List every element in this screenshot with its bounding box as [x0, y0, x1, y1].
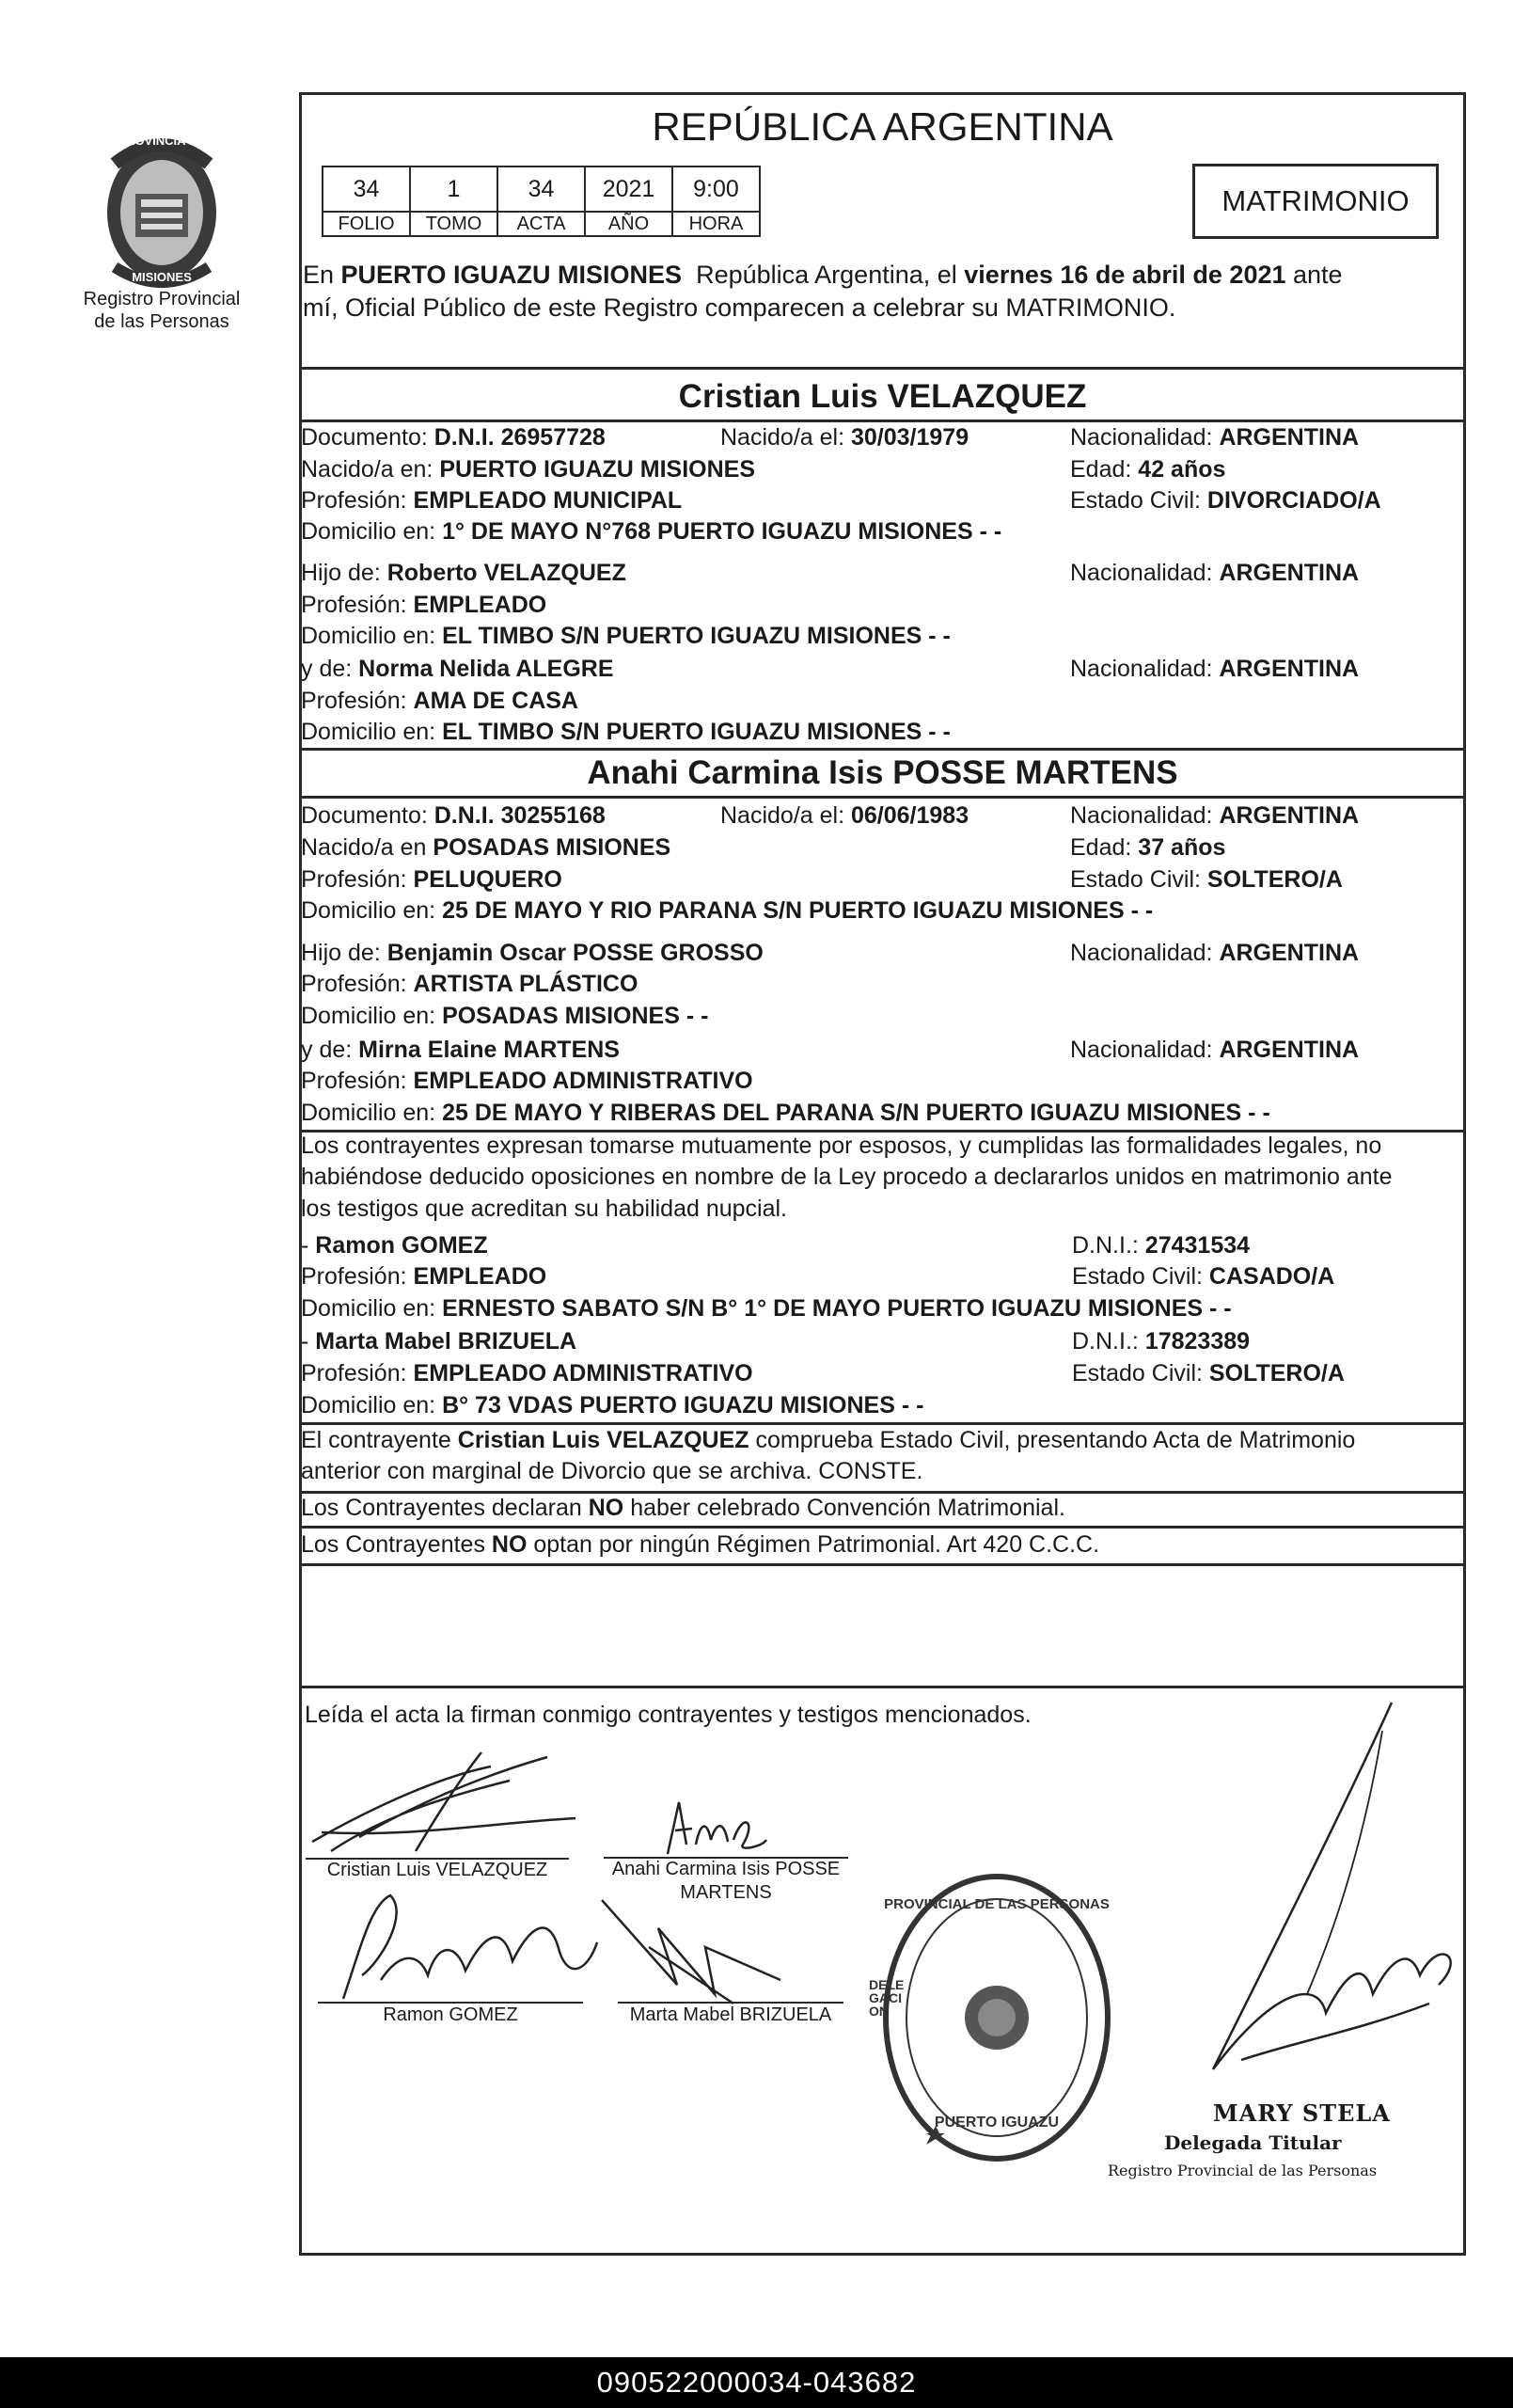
spouse2-father-nationality: [1070, 939, 1359, 967]
label: Domicilio en:: [301, 1295, 436, 1322]
value: 1° DE MAYO N°768 PUERTO IGUAZU MISIONES - -: [442, 518, 1002, 545]
label: Estado Civil:: [1072, 1263, 1203, 1290]
value: 30/03/1979: [850, 424, 969, 451]
value: ARGENTINA: [1219, 1037, 1360, 1063]
value: PELUQUERO: [413, 866, 562, 893]
value: AMA DE CASA: [413, 688, 578, 714]
signature-label-witness2: Marta Mabel BRIZUELA: [629, 2004, 832, 2025]
spouse1-civil-status: [1070, 486, 1381, 515]
label: Nacionalidad:: [1070, 940, 1213, 966]
footer-bar: [0, 2357, 1513, 2408]
spouse1-document: [301, 423, 606, 452]
witness1-dni: [1072, 1231, 1250, 1259]
label: Documento:: [301, 424, 428, 451]
intro-line1: [303, 261, 1343, 289]
ano-label: AÑO: [585, 212, 672, 236]
marginal-line1: [301, 1426, 1355, 1454]
label: Domicilio en:: [301, 1392, 436, 1418]
witness2-address: [301, 1391, 923, 1419]
signature-official: [1110, 1693, 1467, 2107]
label: Nacionalidad:: [1070, 560, 1213, 586]
label: Profesión:: [301, 487, 407, 514]
divider: [299, 1563, 1466, 1566]
value: EMPLEADO: [413, 592, 547, 618]
intro-date: viernes 16 de abril de 2021: [964, 261, 1286, 289]
intro-text-3: ante: [1285, 261, 1343, 289]
label: y de:: [301, 656, 353, 682]
official-org: Registro Provincial de las Personas: [1108, 2162, 1378, 2179]
value: 25 DE MAYO Y RIO PARANA S/N PUERTO IGUAZU MISIONES - -: [442, 897, 1154, 924]
value: 06/06/1983: [850, 802, 969, 829]
country-title: REPÚBLICA ARGENTINA: [652, 104, 1113, 149]
spouse2-father: [301, 939, 764, 967]
value: ARGENTINA: [1219, 560, 1360, 586]
signature-label-witness1: Ramon GOMEZ: [383, 2004, 518, 2025]
value: POSADAS MISIONES: [433, 834, 671, 861]
label: Edad:: [1070, 456, 1132, 483]
stamp-text-top: PROVINCIAL DE LAS PERSONAS: [884, 1896, 1110, 1912]
spouse2-name: Anahi Carmina Isis POSSE MARTENS: [587, 754, 1178, 791]
label: Profesión:: [301, 866, 407, 893]
name: Cristian Luis VELAZQUEZ: [457, 1427, 749, 1453]
seal-text-bottom: MISIONES: [132, 270, 192, 284]
witness1-address: [301, 1294, 1232, 1323]
signature-label-spouse2-line2: MARTENS: [680, 1882, 772, 1903]
declaration-line2: habiéndose deducido oposiciones en nombre de la Ley procedo a declararlos unidos en matrimonio ante: [301, 1164, 1393, 1190]
value: 25 DE MAYO Y RIBERAS DEL PARANA S/N PUERTO IGUAZU MISIONES - -: [442, 1100, 1270, 1126]
no: NO: [491, 1531, 528, 1558]
witness1-civil-status: [1072, 1262, 1334, 1291]
value: Marta Mabel BRIZUELA: [315, 1328, 577, 1354]
divider: [299, 796, 1466, 799]
registry-label: [56, 288, 267, 333]
witness2-dni: [1072, 1327, 1250, 1355]
signature-label-spouse1: Cristian Luis VELAZQUEZ: [326, 1860, 548, 1880]
spouse2-birthplace: [301, 833, 670, 862]
spouse1-mother-nationality: [1070, 655, 1359, 683]
label: Domicilio en:: [301, 1003, 436, 1029]
label: Domicilio en:: [301, 518, 436, 545]
spouse2-mother: [301, 1036, 620, 1064]
act-type: MATRIMONIO: [1221, 184, 1410, 217]
label: Nacido/a en:: [301, 456, 433, 483]
label: Documento:: [301, 802, 428, 829]
value: Norma Nelida ALEGRE: [358, 656, 614, 682]
no: NO: [588, 1495, 624, 1521]
closing-line: Leída el acta la firman conmigo contrayentes y testigos mencionados.: [305, 1702, 1032, 1728]
document-code: 090522000034-043682: [596, 2366, 917, 2399]
signature-witness2: [592, 1891, 799, 2013]
spouse1-birthplace: [301, 455, 755, 483]
value: EMPLEADO ADMINISTRATIVO: [413, 1360, 753, 1386]
text: Los Contrayentes declaran: [301, 1495, 589, 1521]
spouse1-father-nationality: [1070, 559, 1359, 587]
official-name: MARY STELA: [1213, 2099, 1391, 2127]
label: Profesión:: [301, 1263, 407, 1290]
spouse2-document: [301, 801, 606, 830]
divider: [299, 367, 1466, 370]
acta-label: ACTA: [497, 212, 585, 236]
value: Benjamin Oscar POSSE GROSSO: [386, 940, 764, 966]
divider: [299, 1686, 1466, 1688]
label: Profesión:: [301, 1068, 407, 1094]
text: Los Contrayentes: [301, 1531, 492, 1558]
official-title: Delegada Titular: [1164, 2131, 1342, 2154]
text: haber celebrado Convención Matrimonial.: [623, 1495, 1065, 1521]
label: Domicilio en:: [301, 897, 436, 924]
spouse2-age: [1070, 833, 1225, 862]
stamp-text-bottom: PUERTO IGUAZU: [934, 2115, 1060, 2131]
value: 42 años: [1138, 456, 1226, 483]
text: El contrayente: [301, 1427, 458, 1453]
acta-value: 34: [497, 166, 585, 212]
signature-label-spouse2-line1: Anahi Carmina Isis POSSE: [611, 1859, 841, 1879]
witness1-profession: [301, 1262, 546, 1291]
stamp-text-left: DELEGACION: [869, 1977, 905, 2019]
label: Estado Civil:: [1070, 487, 1201, 514]
record-labels-row: [323, 212, 760, 236]
tomo-value: 1: [410, 166, 497, 212]
witness2-civil-status: [1072, 1359, 1345, 1387]
value: POSADAS MISIONES - -: [442, 1003, 709, 1029]
registry-label-line1: Registro Provincial: [83, 289, 241, 309]
value: Mirna Elaine MARTENS: [358, 1037, 620, 1063]
tomo-label: TOMO: [410, 212, 497, 236]
spouse1-address: [301, 517, 1001, 546]
divider: [299, 748, 1466, 751]
spouse2-father-profession: [301, 970, 638, 998]
label: D.N.I.:: [1072, 1328, 1139, 1354]
value: ERNESTO SABATO S/N B° 1° DE MAYO PUERTO IGUAZU MISIONES - -: [442, 1295, 1232, 1322]
folio-label: FOLIO: [323, 212, 410, 236]
seal-text-top: PROVINCIA DE: [118, 134, 206, 148]
declaration-line1: Los contrayentes expresan tomarse mutuamente por esposos, y cumplidas las formalidades legales, no: [301, 1133, 1382, 1159]
divider: [299, 1422, 1466, 1425]
hora-value: 9:00: [672, 166, 760, 212]
signature-spouse2: [649, 1793, 771, 1859]
spouse1-mother-address: [301, 718, 951, 746]
label: Profesión:: [301, 688, 407, 714]
label: Nacido/a el:: [720, 802, 845, 829]
value: Ramon GOMEZ: [315, 1232, 488, 1259]
spouse2-father-address: [301, 1002, 708, 1030]
value: SOLTERO/A: [1208, 1360, 1345, 1386]
witness1-name: [301, 1231, 488, 1259]
text: optan por ningún Régimen Patrimonial. Art 420 C.C.C.: [527, 1531, 1100, 1558]
registry-label-line2: de las Personas: [94, 311, 229, 332]
label: Estado Civil:: [1072, 1360, 1203, 1386]
spouse2-born: [720, 801, 969, 830]
value: ARTISTA PLÁSTICO: [413, 971, 638, 997]
label: y de:: [301, 1037, 353, 1063]
value: PUERTO IGUAZU MISIONES: [439, 456, 756, 483]
intro-text-1: En: [303, 261, 341, 289]
label: Profesión:: [301, 1360, 407, 1386]
signature-spouse1: [303, 1748, 585, 1861]
value: EL TIMBO S/N PUERTO IGUAZU MISIONES - -: [442, 623, 951, 649]
spouse1-father: [301, 559, 626, 587]
value: SOLTERO/A: [1206, 866, 1343, 893]
spouse1-profession: [301, 486, 682, 515]
value: 17823389: [1144, 1328, 1251, 1354]
record-table: [322, 166, 761, 237]
value: EL TIMBO S/N PUERTO IGUAZU MISIONES - -: [442, 719, 951, 745]
spouse1-age: [1070, 455, 1225, 483]
folio-value: 34: [323, 166, 410, 212]
seal-lettering: [87, 126, 237, 295]
label: D.N.I.:: [1072, 1232, 1139, 1259]
stamp-lettering: [869, 1862, 1119, 2173]
act-type-box: [1192, 164, 1439, 239]
divider: [299, 1526, 1466, 1529]
spouse1-nationality: [1070, 423, 1359, 452]
label: Edad:: [1070, 834, 1132, 861]
label: Profesión:: [301, 592, 407, 618]
value: D.N.I. 30255168: [433, 802, 606, 829]
spouse1-mother-profession: [301, 687, 578, 715]
record-values-row: [323, 166, 760, 212]
label: Nacionalidad:: [1070, 656, 1213, 682]
spouse2-mother-address: [301, 1099, 1270, 1127]
marginal-line2: anterior con marginal de Divorcio que se archiva. CONSTE.: [301, 1458, 923, 1484]
regime-line: [301, 1530, 1099, 1559]
label: Nacionalidad:: [1070, 424, 1213, 451]
label: Hijo de:: [301, 560, 381, 586]
witness2-profession: [301, 1359, 753, 1387]
value: ARGENTINA: [1219, 656, 1360, 682]
spouse2-mother-nationality: [1070, 1036, 1359, 1064]
value: 37 años: [1138, 834, 1226, 861]
value: ARGENTINA: [1219, 424, 1360, 451]
label: Domicilio en:: [301, 1100, 436, 1126]
value: Roberto VELAZQUEZ: [386, 560, 626, 586]
hora-label: HORA: [672, 212, 760, 236]
value: CASADO/A: [1208, 1263, 1335, 1290]
spouse1-father-address: [301, 622, 951, 650]
value: B° 73 VDAS PUERTO IGUAZU MISIONES - -: [442, 1392, 924, 1418]
declaration-line3: los testigos que acreditan su habilidad nupcial.: [301, 1196, 788, 1222]
spouse1-name: Cristian Luis VELAZQUEZ: [678, 378, 1087, 415]
label: Hijo de:: [301, 940, 381, 966]
value: EMPLEADO MUNICIPAL: [413, 487, 683, 514]
intro-place: PUERTO IGUAZU MISIONES: [340, 261, 683, 289]
value: DIVORCIADO/A: [1206, 487, 1381, 514]
value: EMPLEADO: [413, 1263, 547, 1290]
signature-witness1: [324, 1886, 607, 2013]
prefix: -: [301, 1328, 316, 1354]
value: ARGENTINA: [1219, 940, 1360, 966]
witness2-name: [301, 1327, 576, 1355]
label: Domicilio en:: [301, 719, 436, 745]
intro-line2: mí, Oficial Público de este Registro comparecen a celebrar su MATRIMONIO.: [303, 293, 1176, 322]
text: comprueba Estado Civil, presentando Acta de Matrimonio: [749, 1427, 1356, 1453]
spouse1-born: [720, 423, 969, 452]
label: Nacionalidad:: [1070, 1037, 1213, 1063]
spouse2-civil-status: [1070, 865, 1343, 894]
spouse2-address: [301, 896, 1153, 925]
divider: [299, 420, 1466, 422]
label: Estado Civil:: [1070, 866, 1201, 893]
label: Nacionalidad:: [1070, 802, 1213, 829]
prefix: -: [301, 1232, 316, 1259]
label: Nacido/a el:: [720, 424, 845, 451]
value: EMPLEADO ADMINISTRATIVO: [413, 1068, 753, 1094]
ano-value: 2021: [585, 166, 672, 212]
value: D.N.I. 26957728: [433, 424, 606, 451]
intro-text-2: República Argentina, el: [682, 261, 965, 289]
label: Nacido/a en: [301, 834, 427, 861]
spouse1-father-profession: [301, 591, 546, 619]
spouse2-profession: [301, 865, 562, 894]
spouse2-nationality: [1070, 801, 1359, 830]
convention-line: [301, 1494, 1065, 1522]
spouse2-mother-profession: [301, 1067, 753, 1095]
value: 27431534: [1144, 1232, 1251, 1259]
label: Domicilio en:: [301, 623, 436, 649]
value: ARGENTINA: [1219, 802, 1360, 829]
spouse1-mother: [301, 655, 614, 683]
label: Profesión:: [301, 971, 407, 997]
